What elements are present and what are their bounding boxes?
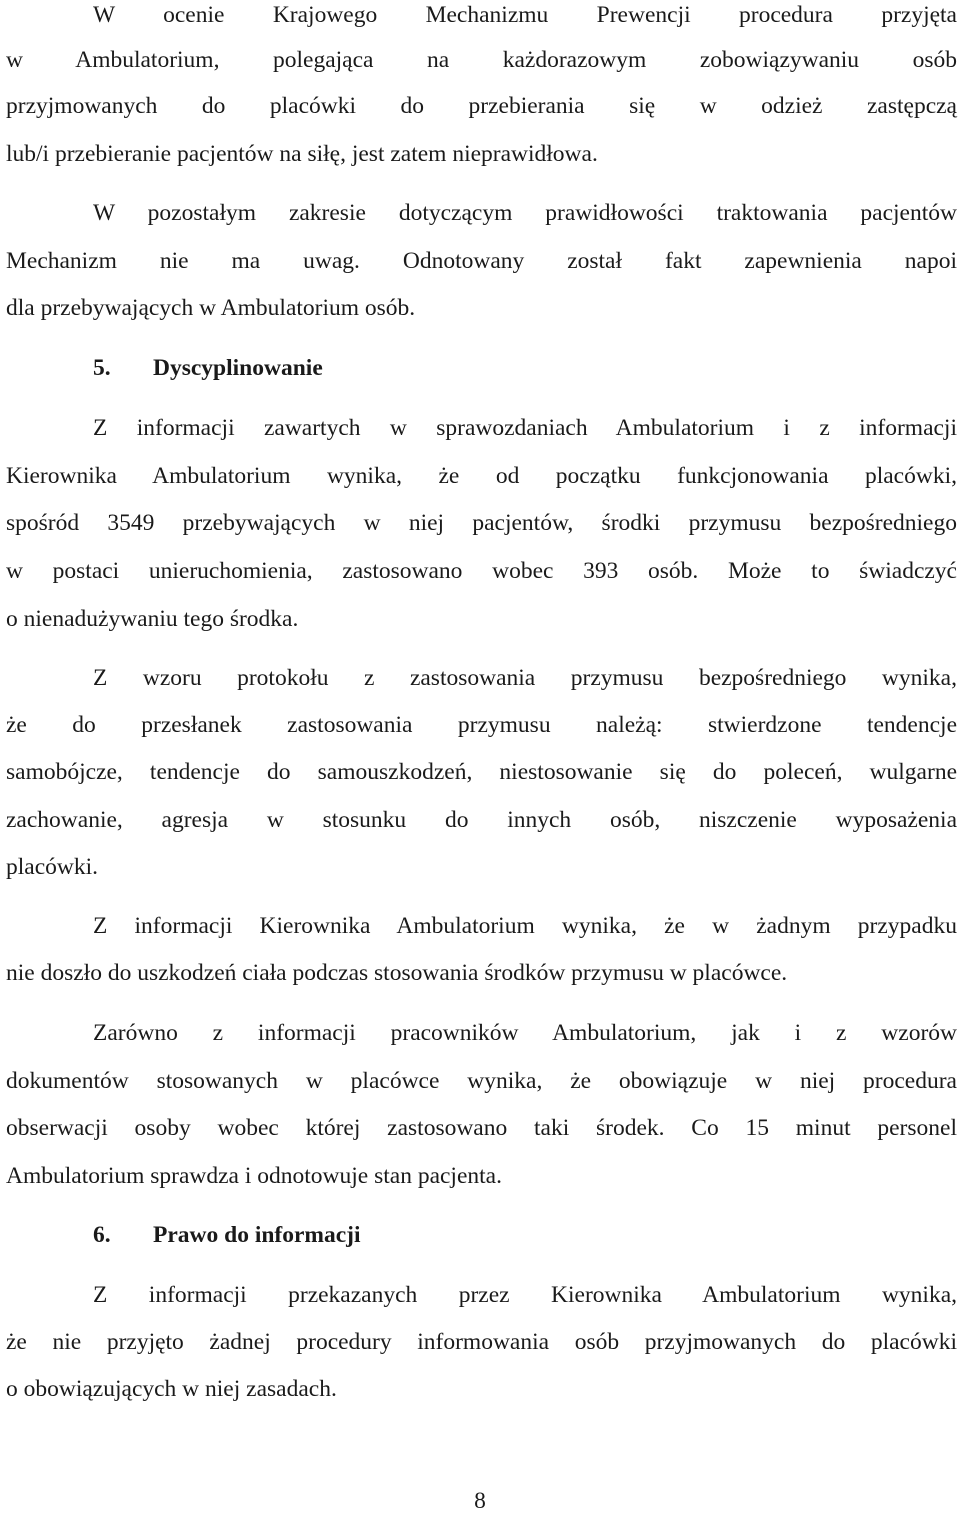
paragraph-3-line-2: Kierownika Ambulatorium wynika, że od początku funkcjonowania placówki, xyxy=(6,463,957,489)
paragraph-6-line-2: dokumentów stosowanych w placówce wynika, że obowiązuje w niej procedura xyxy=(6,1068,957,1094)
paragraph-3-line-4: w postaci unieruchomienia, zastosowano wobec 393 osób. Może to świadczyć xyxy=(6,558,957,584)
paragraph-6-line-4: Ambulatorium sprawdza i odnotowuje stan pacjenta. xyxy=(6,1163,502,1189)
paragraph-4-line-1: Z wzoru protokołu z zastosowania przymusu bezpośredniego wynika, xyxy=(93,665,957,691)
paragraph-2-line-2: Mechanizm nie ma uwag. Odnotowany został fakt zapewnienia napoi xyxy=(6,248,957,274)
section-number: 6. xyxy=(93,1222,111,1248)
paragraph-1-line-3: przyjmowanych do placówki do przebierania się w odzież zastępczą xyxy=(6,93,957,119)
paragraph-5-line-1: Z informacji Kierownika Ambulatorium wynika, że w żadnym przypadku xyxy=(93,913,957,939)
paragraph-3-line-5: o nienadużywaniu tego środka. xyxy=(6,606,299,632)
paragraph-1-line-1: W ocenie Krajowego Mechanizmu Prewencji procedura przyjęta xyxy=(93,2,957,28)
paragraph-6-line-3: obserwacji osoby wobec której zastosowano taki środek. Co 15 minut personel xyxy=(6,1115,957,1141)
paragraph-3-line-1: Z informacji zawartych w sprawozdaniach Ambulatorium i z informacji xyxy=(93,415,957,441)
section-number: 5. xyxy=(93,355,111,381)
paragraph-7-line-2: że nie przyjęto żadnej procedury informowania osób przyjmowanych do placówki xyxy=(6,1329,957,1355)
paragraph-4-line-5: placówki. xyxy=(6,854,99,880)
paragraph-6-line-1: Zarówno z informacji pracowników Ambulatorium, jak i z wzorów xyxy=(93,1020,957,1046)
paragraph-1-line-4: lub/i przebieranie pacjentów na siłę, jest zatem nieprawidłowa. xyxy=(6,141,598,167)
paragraph-3-line-3: spośród 3549 przebywających w niej pacjentów, środki przymusu bezpośredniego xyxy=(6,510,957,536)
section-heading-6 xyxy=(93,1220,361,1250)
page-number: 8 xyxy=(474,1488,486,1514)
paragraph-2-line-3: dla przebywających w Ambulatorium osób. xyxy=(6,295,416,321)
paragraph-7-line-3: o obowiązujących w niej zasadach. xyxy=(6,1376,337,1402)
paragraph-2-line-1: W pozostałym zakresie dotyczącym prawidłowości traktowania pacjentów xyxy=(93,200,957,226)
paragraph-7-line-1: Z informacji przekazanych przez Kierownika Ambulatorium wynika, xyxy=(93,1282,957,1308)
section-heading-5 xyxy=(93,353,323,383)
section-title: Dyscyplinowanie xyxy=(153,355,323,381)
paragraph-1-line-2: w Ambulatorium, polegająca na każdorazowym zobowiązywaniu osób xyxy=(6,47,957,73)
paragraph-4-line-2: że do przesłanek zastosowania przymusu należą: stwierdzone tendencje xyxy=(6,712,957,738)
paragraph-4-line-4: zachowanie, agresja w stosunku do innych osób, niszczenie wyposażenia xyxy=(6,807,957,833)
section-title: Prawo do informacji xyxy=(153,1222,361,1248)
paragraph-4-line-3: samobójcze, tendencje do samouszkodzeń, niestosowanie się do poleceń, wulgarne xyxy=(6,759,957,785)
paragraph-5-line-2: nie doszło do uszkodzeń ciała podczas stosowania środków przymusu w placówce. xyxy=(6,960,788,986)
